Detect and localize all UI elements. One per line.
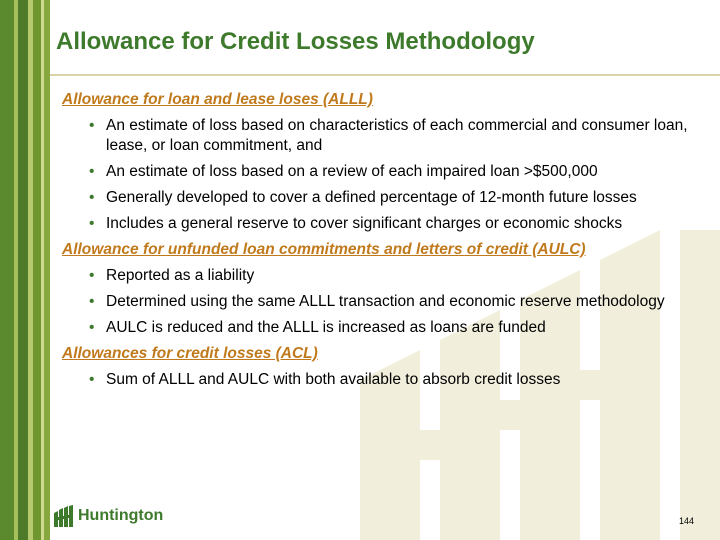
bullet-list <box>62 116 702 234</box>
section-heading: Allowance for loan and lease loses (ALLL) <box>62 91 373 108</box>
bullet-icon: • <box>89 117 95 134</box>
list-item: • An estimate of loss based on a review of each impaired loan >$500,000 <box>89 163 598 180</box>
section-heading: Allowances for credit losses (ACL) <box>62 345 318 362</box>
huntington-logo-icon <box>54 505 74 527</box>
logo-text: Huntington <box>78 507 164 524</box>
huntington-logo <box>54 505 163 527</box>
list-item: • An estimate of loss based on characteristics of each commercial and consumer loan, lease, or loan commitment, and <box>89 117 688 154</box>
bullet-list <box>62 266 702 338</box>
bullet-icon: • <box>89 293 95 310</box>
slide-title: Allowance for Credit Losses Methodology <box>56 28 535 55</box>
title-divider <box>50 74 720 76</box>
bullet-icon: • <box>89 267 95 284</box>
section-heading: Allowance for unfunded loan commitments and letters of credit (AULC) <box>62 241 586 258</box>
section-acl <box>62 344 702 390</box>
list-item: • AULC is reduced and the ALLL is increased as loans are funded <box>89 319 546 336</box>
bullet-list <box>62 370 702 390</box>
section-aulc <box>62 240 702 338</box>
left-decorative-bars <box>0 0 50 540</box>
page-number: 144 <box>678 516 694 526</box>
list-item: • Includes a general reserve to cover significant charges or economic shocks <box>89 215 623 232</box>
bullet-icon: • <box>89 189 95 206</box>
bullet-icon: • <box>89 319 95 336</box>
bullet-icon: • <box>89 371 95 388</box>
list-item: • Generally developed to cover a defined percentage of 12-month future losses <box>89 189 637 206</box>
list-item: • Sum of ALLL and AULC with both available to absorb credit losses <box>89 371 561 388</box>
list-item: • Reported as a liability <box>89 267 255 284</box>
bullet-icon: • <box>89 163 95 180</box>
slide-content <box>62 90 702 396</box>
bullet-icon: • <box>89 215 95 232</box>
list-item: • Determined using the same ALLL transaction and economic reserve methodology <box>89 293 665 310</box>
section-alll <box>62 90 702 234</box>
